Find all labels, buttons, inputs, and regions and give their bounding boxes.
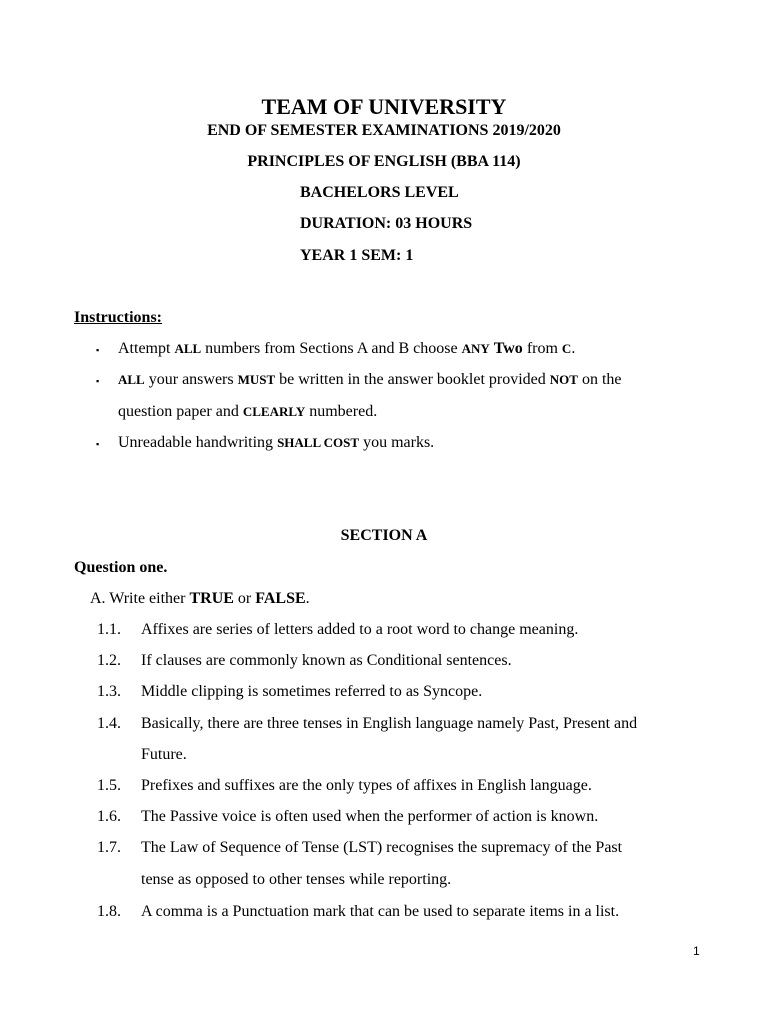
instruction-item-2-cont: question paper and CLEARLY numbered. — [118, 403, 378, 420]
bullet-icon: ▪ — [96, 439, 100, 449]
level-line: BACHELORS LEVEL — [300, 184, 459, 201]
item-number: 1.4. — [97, 715, 121, 732]
bullet-icon: ▪ — [96, 345, 100, 355]
exam-subtitle: END OF SEMESTER EXAMINATIONS 2019/2020 — [207, 122, 561, 139]
question-item-cont: Future. — [141, 746, 187, 763]
item-number: 1.7. — [97, 839, 121, 856]
university-title: TEAM OF UNIVERSITY — [261, 94, 507, 119]
section-a-heading: SECTION A — [340, 527, 428, 544]
item-number: 1.3. — [97, 683, 121, 700]
course-title: PRINCIPLES OF ENGLISH (BBA 114) — [247, 153, 521, 170]
question-item: Middle clipping is sometimes referred to as Syncope. — [141, 683, 483, 700]
item-number: 1.5. — [97, 777, 121, 794]
instruction-item-2: ALL your answers MUST be written in the answer booklet provided NOT on the — [118, 371, 622, 388]
question-one-heading: Question one. — [74, 559, 168, 576]
question-item: The Passive voice is often used when the performer of action is known. — [141, 808, 599, 825]
item-number: 1.2. — [97, 652, 121, 669]
item-number: 1.6. — [97, 808, 121, 825]
instruction-item-1: Attempt ALL numbers from Sections A and B choose ANY Two from C. — [118, 340, 576, 357]
question-item: If clauses are commonly known as Conditional sentences. — [141, 652, 512, 669]
duration-line: DURATION: 03 HOURS — [300, 215, 473, 232]
part-a-instruction: A. Write either TRUE or FALSE. — [90, 590, 310, 607]
instructions-heading: Instructions: — [74, 309, 163, 326]
item-number: 1.8. — [97, 903, 121, 920]
question-item-cont: tense as opposed to other tenses while reporting. — [141, 871, 452, 888]
page-number: 1 — [693, 944, 700, 958]
year-sem-line: YEAR 1 SEM: 1 — [300, 247, 414, 264]
question-item: Prefixes and suffixes are the only types of affixes in English language. — [141, 777, 592, 794]
bullet-icon: ▪ — [96, 376, 100, 386]
item-number: 1.1. — [97, 621, 121, 638]
instruction-item-3: Unreadable handwriting SHALL COST you marks. — [118, 434, 435, 451]
question-item: A comma is a Punctuation mark that can be used to separate items in a list. — [141, 903, 620, 920]
question-item: Affixes are series of letters added to a root word to change meaning. — [141, 621, 579, 638]
question-item: The Law of Sequence of Tense (LST) recognises the supremacy of the Past — [141, 839, 623, 856]
question-item: Basically, there are three tenses in English language namely Past, Present and — [141, 715, 638, 732]
